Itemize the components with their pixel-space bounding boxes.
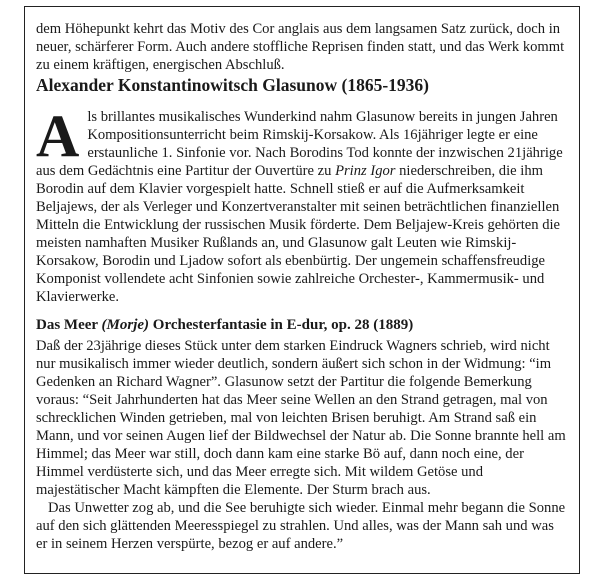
work-paragraph-1: Daß der 23jährige dieses Stück unter dem starken Eindruck Wagners schrieb, wird nicht nur musikalisch immer wieder deutlich, sondern äußert sich schon in der Widmung: “im Gedenken an Richard Wagner”. Glasunow setzt der Partitur die folgende Bemerkung voraus: “Seit Jahrhunderten hat das Meer seine Wellen an den Strand getragen, mal von schrecklichen Winden getrieben, mal von leichten Brisen beruhigt. Am Strand saß ein Mann, und vor seinen Augen lief der Bildwechsel der Natur ab. Die Sonne brannte hell am Himmel; das Meer war still, doch dann kam eine starke Bö auf, dann noch eine, der Himmel verdüsterte sich, und das Meer erregte sich. Mit wildem Getöse und majestätischer Macht kämpften die Elemente. Der Sturm brach aus. <box>36 338 566 498</box>
work-heading <box>36 316 568 334</box>
text-column <box>36 20 568 553</box>
work-title-prinz-igor: Prinz Igor <box>335 163 396 179</box>
intro-paragraph: dem Höhepunkt kehrt das Motiv des Cor anglais aus dem langsamen Satz zurück, doch in neuer, schärferer Form. Auch andere stoffliche Reprisen finden statt, und das Werk kommt zu einem kräftigen, energischen Abschluß. <box>36 21 565 73</box>
work-paragraph-2: Das Unwetter zog ab, und die See beruhigte sich wieder. Einmal mehr begann die Sonne auf den sich glättenden Meeresspiegel zu strahlen. Und alles, was der Mann sah und was er in seinem Herzen verspürte, bezog er auf andere.” <box>36 500 566 552</box>
work-heading-start: Das Meer <box>36 317 102 333</box>
work-heading-end: Orchesterfantasie in E-dur, op. 28 (1889) <box>149 317 414 333</box>
biography-paragraph <box>36 103 568 306</box>
work-heading-russian-title: (Morje) <box>101 317 150 333</box>
drop-cap-letter: A <box>36 103 80 169</box>
biography-text-end: niederschreiben, die ihm Borodin auf dem Klavier vorgespielt hatte. Schnell stieß er auf die Aufmerksamkeit Beljajews, der als Verleger und Konzertveranstalter mit seinen beträchtlichen finanziellen Mitteln die Entwicklung der russischen Musik förderte. Dem Beljajew-Kreis gehörten die meisten namhaften Musiker Rußlands an, und Glasunow galt Leuten wie Rimskij-Korsakow, Borodin und Ljadow sofort als ebenbürtig. Der ungemein schaffensfreudige Komponist vollendete acht Sinfonien sowie zahlreiche Orchester-, Kammermusik- und Klavierwerke. <box>36 163 561 305</box>
biography-text-start: ls brillantes musikalisches Wunderkind nahm Glasunow bereits in jungen Jahren Kompositionsunterricht beim Rimskij-Korsakow. Als 16jähriger legte er eine erstaunliche 1. Sinfonie vor. Nach Borodins Tod konnte der inzwischen 21jährige aus dem Gedächtnis eine Partitur der Ouvertüre zu <box>36 109 563 179</box>
section-heading: Alexander Konstantinowitsch Glasunow (1865-1936) <box>36 75 429 95</box>
